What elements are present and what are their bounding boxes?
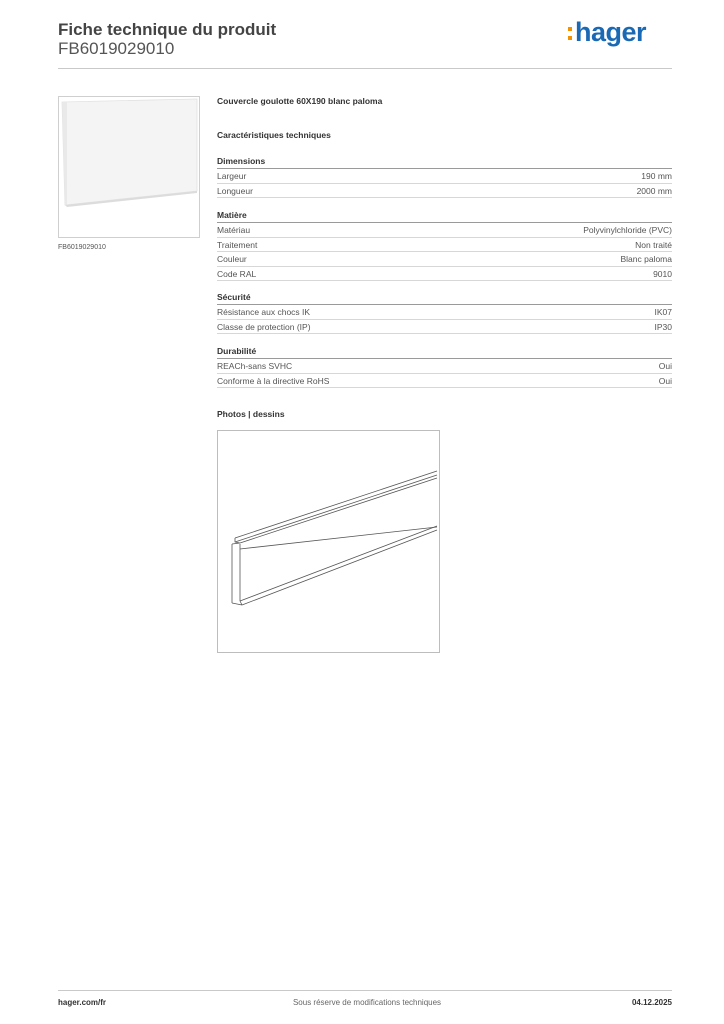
spec-group-dimensions [217, 155, 672, 198]
spec-value: Oui [658, 375, 672, 386]
spec-row [217, 359, 672, 374]
spec-label: Largeur [217, 171, 247, 181]
spec-row [217, 305, 672, 320]
spec-label: Matériau [217, 225, 251, 235]
spec-row [217, 374, 672, 389]
footer-divider [58, 990, 672, 991]
spec-label: Résistance aux chocs IK [217, 307, 311, 317]
group-title: Matière [217, 209, 672, 223]
photos-heading: Photos | dessins [217, 409, 285, 419]
spec-label: Code RAL [217, 268, 257, 279]
spec-row [217, 252, 672, 267]
spec-row [217, 184, 672, 199]
spec-row [217, 238, 672, 253]
specs-heading: Caractéristiques techniques [217, 130, 331, 140]
footer-website[interactable]: hager.com/fr [58, 998, 107, 1007]
cover-panel-image [59, 97, 199, 237]
spec-value: IP30 [654, 321, 672, 332]
hager-logo: hager [575, 17, 647, 47]
technical-drawing [217, 430, 440, 653]
spec-row [217, 320, 672, 335]
spec-label: Longueur [217, 185, 253, 196]
spec-value: Blanc paloma [620, 254, 672, 264]
spec-label: Conforme à la directive RoHS [217, 375, 330, 386]
cover-profile-drawing [218, 431, 439, 652]
spec-value: 2000 mm [636, 185, 672, 196]
spec-value: Oui [658, 361, 672, 371]
spec-group-securite [217, 291, 672, 334]
spec-value: Non traité [635, 239, 672, 250]
product-title: Couvercle goulotte 60X190 blanc paloma [217, 96, 383, 106]
logo-dots [568, 27, 573, 43]
product-thumbnail [58, 96, 200, 238]
spec-value: Polyvinylchloride (PVC) [583, 225, 672, 235]
footer-disclaimer: Sous réserve de modifications techniques [292, 998, 442, 1007]
spec-row [217, 169, 672, 184]
spec-row [217, 223, 672, 238]
spec-label: Classe de protection (IP) [217, 321, 311, 332]
header-divider [58, 68, 672, 69]
group-title: Sécurité [217, 291, 672, 305]
page-title: Fiche technique du produit [58, 20, 277, 39]
spec-value: 9010 [653, 268, 672, 279]
spec-value: IK07 [654, 307, 672, 317]
spec-label: REACh-sans SVHC [217, 361, 293, 371]
spec-group-matiere [217, 209, 672, 281]
group-title: Dimensions [217, 155, 672, 169]
group-title: Durabilité [217, 345, 672, 359]
spec-value: 190 mm [641, 171, 672, 181]
product-reference: FB6019029010 [58, 39, 175, 58]
footer-date: 04.12.2025 [631, 998, 672, 1007]
thumbnail-caption: FB6019029010 [58, 244, 106, 251]
spec-group-durabilite [217, 345, 672, 388]
spec-label: Couleur [217, 254, 247, 264]
spec-row [217, 267, 672, 282]
spec-label: Traitement [217, 239, 258, 250]
